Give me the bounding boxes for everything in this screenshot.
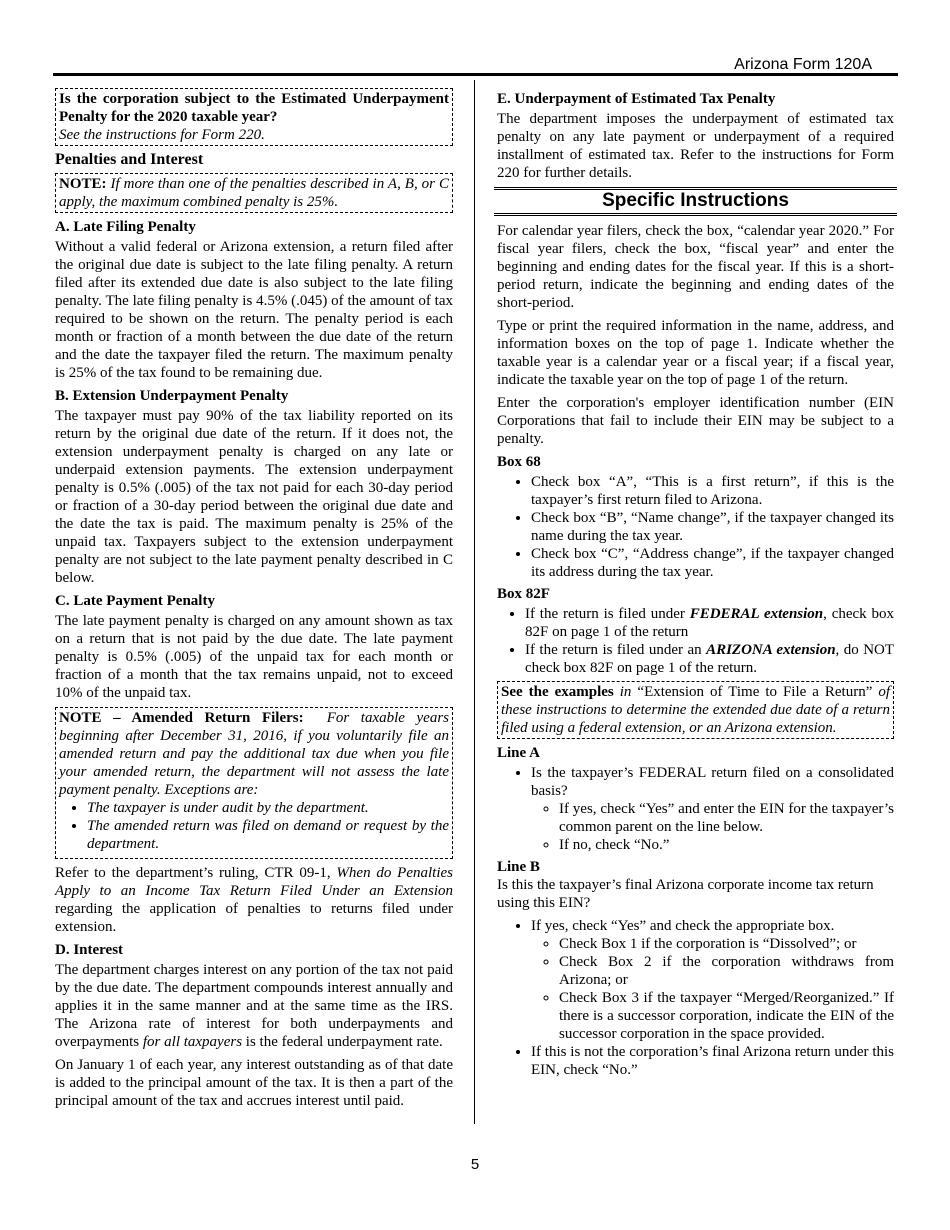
penalties-heading: Penalties and Interest [55,151,204,168]
estimated-penalty-box [55,88,453,146]
estimated-see: See the instructions for Form 220. [59,127,265,143]
box68-heading: Box 68 [497,454,541,470]
line-a-sub: ◦ If yes, check “Yes” and enter the EIN for the taxpayer’s common parent on the line below. [559,800,894,836]
interest-text-2: On January 1 of each year, any interest outstanding as of that date is added to the principal amount of the tax. It is then a part of the principal amount of the tax and accrues interest until paid. [55,1057,453,1109]
line-a-sub: ◦ If no, check “No.” [559,836,894,854]
form-title: Arizona Form 120A [734,56,872,73]
right-column [497,88,894,1083]
box82f-item: • If the return is filed under an ARIZONA extension, do NOT check box 82F on page 1 of the return. [525,641,894,677]
amended-label: NOTE – Amended Return Filers: [59,710,304,726]
interest-text-1: The department charges interest on any portion of the tax not paid by the due date. The department compounds interest annually and applies it in the same manner and at the same time as the IRS. The Arizona rate of interest for both underpayments and overpayments for all taxpayers is the federal underpayment rate. [55,962,453,1050]
late-filing-heading: A. Late Filing Penalty [55,219,196,235]
left-column [55,88,453,1115]
note-label: NOTE: [59,176,107,192]
type-or-print-paragraph: Type or print the required information in the name, address, and information boxes on the top of page 1. Indicate whether the taxable year is a calendar year or a fiscal year; if a fiscal year, indicate the taxable year on the top of page 1 of the return. [497,318,894,388]
ein-paragraph: Enter the corporation's employer identification number (EIN Corporations that fail to include their EIN may be subject to a penalty. [497,395,894,447]
top-rule [53,73,898,76]
extension-underpayment-heading: B. Extension Underpayment Penalty [55,388,289,404]
extension-underpayment-text: The taxpayer must pay 90% of the tax liability reported on its return by the original due date of the return. If it does not, the extension underpayment penalty is charged on any late or underpaid extension payments. The extension underpayment penalty is 0.5% (.005) of the tax not paid for each 30-day period or fraction of a 30-day period between the original due date and the date the tax is paid. The maximum penalty is 25% of the unpaid tax. Taxpayers subject to the extension underpayment penalty are not subject to the late payment penalty described in C below. [55,408,453,586]
late-payment-heading: C. Late Payment Penalty [55,593,215,609]
amended-exception: • The taxpayer is under audit by the department. [87,799,449,817]
box68-item: • Check box “A”, “This is a first return”, if this is the taxpayer’s first return filed to Arizona. [531,473,894,509]
examples-box: See the examples in “Extension of Time to File a Return” of these instructions to determine the extended due date of a return filed using a federal extension, or an Arizona extension. [497,681,894,739]
estimated-tax-penalty-text: The department imposes the underpayment of estimated tax penalty on any late payment or underpayment of a required installment of estimated tax. Refer to the instructions for Form 220 for further details. [497,111,894,181]
line-b-yes: • If yes, check “Yes” and check the appropriate box. ◦ Check Box 1 if the corporation is “Dissolved”; or ◦ Check Box 2 if the corporation withdraws from Arizona; or ◦ Check Box 3 if the taxpayer “Merged/Reorganized.” If there is a successor corporation, indicate the EIN of the successor corporation in the space provided. [531,917,894,1043]
box82f-heading: Box 82F [497,586,550,602]
line-b-sub: ◦ Check Box 1 if the corporation is “Dissolved”; or [559,935,894,953]
amended-text: For taxable years beginning after December 31, 2016, if you voluntarily file an amended return and pay the additional tax due when you file your amended return, the department will not assess the late payment penalty. Exceptions are: [59,710,450,798]
box82f-item: • If the return is filed under FEDERAL extension, check box 82F on page 1 of the return [525,605,894,641]
late-filing-text: Without a valid federal or Arizona extension, a return filed after the original due date is subject to the late filing penalty. A return filed after its extended due date is also subject to the late filing penalty. The late filing penalty is 4.5% (.045) of the amount of tax required to be shown on the return. The penalty period is each month or fraction of a month between the due date of the return and the date the taxpayer filed the return. The maximum penalty is 25% of the tax found to be remaining due. [55,239,453,381]
calendar-year-paragraph: For calendar year filers, check the box, “calendar year 2020.” For fiscal year filers, check the box, “fiscal year” and enter the beginning and ending dates for the fiscal year. If this is a short-period return, indicate the beginning and ending dates of the short-period. [497,223,894,311]
page-number: 5 [470,1156,480,1173]
line-b-sub: ◦ Check Box 2 if the corporation withdraws from Arizona; or [559,953,894,989]
box68-item: • Check box “B”, “Name change”, if the taxpayer changed its name during the tax year. [531,509,894,545]
amended-return-box [55,707,453,859]
interest-heading: D. Interest [55,942,124,958]
estimated-tax-penalty-heading: E. Underpayment of Estimated Tax Penalty [497,91,776,107]
line-b-heading: Line B [497,859,540,875]
note-text: If more than one of the penalties described in A, B, or C apply, the maximum combined penalty is 25%. [59,176,449,210]
line-a-heading: Line A [497,745,540,761]
ruling-paragraph: Refer to the department’s ruling, CTR 09-1, When do Penalties Apply to an Income Tax Return Filed Under an Extension regarding the application of penalties to returns filed under extension. [55,865,454,935]
line-b-question: Is this the taxpayer’s final Arizona corporate income tax return using this EIN? [497,877,874,911]
late-payment-text: The late payment penalty is charged on any amount shown as tax on a return that is not paid by the due date. The late payment penalty is 0.5% (.005) of the unpaid tax for each month or fraction of a month that the tax remains unpaid, not to exceed 10% of the unpaid tax. [55,613,453,701]
line-b-no: • If this is not the corporation’s final Arizona return under this EIN, check “No.” [531,1043,894,1079]
line-b-sub: ◦ Check Box 3 if the taxpayer “Merged/Reorganized.” If there is a successor corporation, indicate the EIN of the successor corporation in the space provided. [559,989,894,1043]
specific-instructions-heading: Specific Instructions [494,187,897,216]
amended-exception: • The amended return was filed on demand or request by the department. [87,817,449,853]
line-a-question: • Is the taxpayer’s FEDERAL return filed on a consolidated basis? ◦ If yes, check “Yes” and enter the EIN for the taxpayer’s common parent on the line below. ◦ If no, check “No.” [531,764,894,854]
note-box [55,173,453,213]
box68-item: • Check box “C”, “Address change”, if the taxpayer changed its address during the tax year. [531,545,894,581]
ruling-title: When do Penalties Apply to an Income Tax Return Filed Under an Extension [55,865,454,899]
column-divider [474,80,475,1124]
estimated-question: Is the corporation subject to the Estimated Underpayment Penalty for the 2020 taxable year? [59,91,449,125]
